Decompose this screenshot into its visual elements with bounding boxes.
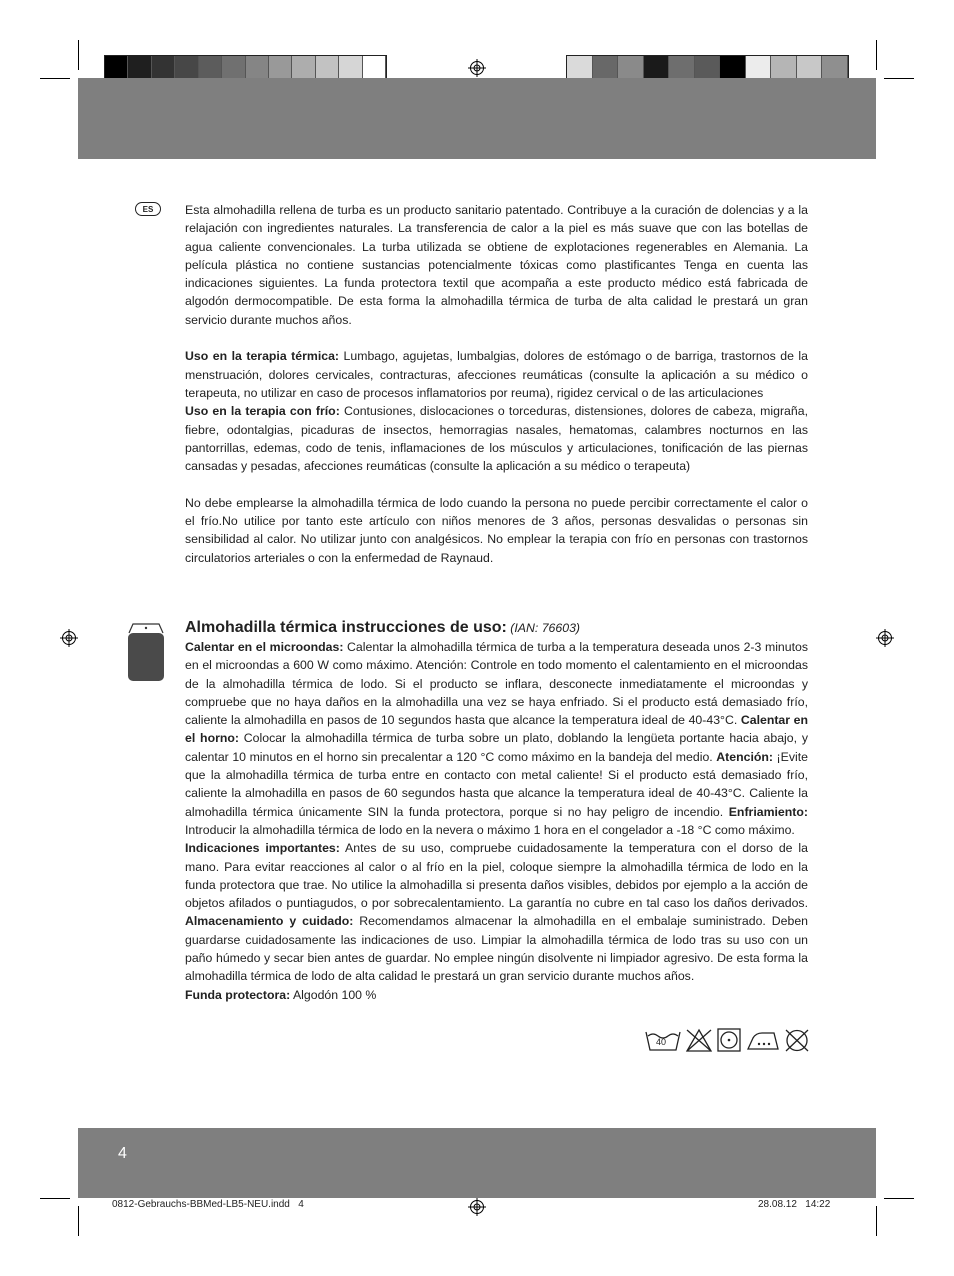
- instructions-section: [185, 618, 808, 1004]
- cover-label: Funda protectora:: [185, 987, 291, 1002]
- attention-text: ¡Evite que la almohadilla térmica de turba entre en contacto con metal caliente! Si el producto está demasiado frío, caliente la almohadilla en pasos de 60 segundos hasta que alcance la temperatura ideal de 40-43°C. Caliente la almohadilla térmica únicamente SIN la funda protectora, porque si no hay peligro de incendio.: [185, 749, 808, 819]
- color-swatch: [669, 56, 695, 80]
- color-swatch: [644, 56, 670, 80]
- header-band: [78, 78, 876, 159]
- crop-mark: [40, 78, 70, 79]
- cover-text: Algodón 100 %: [290, 987, 377, 1002]
- wash-temperature: 40: [656, 1037, 667, 1047]
- cold-therapy-text: Contusiones, dislocaciones o torceduras, distensiones, dolores de cabeza, migraña, fiebre, odontalgias, picaduras de insectos, hemorragias nasales, hematomas, calambres nocturnos en las pantorrillas, edemas, codo de tenis, inflamaciones de los músculos y articulaciones, tonificación de las piernas cansadas y pesadas, afecciones reumáticas (consulte la aplicación a su médico o terapeuta): [185, 404, 808, 474]
- footer-filename: 0812-Gebrauchs-BBMed-LB5-NEU.indd 4: [112, 1199, 304, 1210]
- color-swatch: [822, 56, 848, 80]
- ian-number: (IAN: 76603): [510, 621, 580, 635]
- instructions-heading: [185, 618, 808, 638]
- color-swatch: [720, 56, 746, 80]
- color-swatch: [105, 56, 128, 80]
- color-swatch: [618, 56, 644, 80]
- microwave-label: Calentar en el microondas:: [185, 640, 344, 654]
- crop-mark: [78, 40, 79, 70]
- heating-paragraph: [185, 638, 808, 839]
- crop-mark: [884, 1198, 914, 1199]
- heat-pad-icon: [127, 621, 165, 683]
- cooling-label: Enfriamiento:: [728, 804, 808, 819]
- crop-mark: [40, 1198, 70, 1199]
- crop-mark: [876, 1206, 877, 1236]
- intro-section: [185, 201, 808, 567]
- color-swatch: [593, 56, 619, 80]
- cold-therapy-paragraph: [185, 402, 808, 475]
- color-swatch: [175, 56, 198, 80]
- care-symbols: [645, 1028, 810, 1053]
- color-swatch: [269, 56, 292, 80]
- heat-therapy-label: Uso en la terapia térmica:: [185, 349, 340, 364]
- important-paragraph: [185, 839, 808, 985]
- color-swatch: [292, 56, 315, 80]
- cover-paragraph: [185, 986, 808, 1004]
- important-label: Indicaciones importantes:: [185, 841, 340, 856]
- tumble-dry-icon: [717, 1028, 742, 1053]
- color-swatch: [222, 56, 245, 80]
- attention-label: Atención:: [716, 749, 773, 764]
- oven-label: Calentar en el horno:: [185, 713, 808, 746]
- no-dry-clean-icon: [784, 1028, 810, 1053]
- color-swatch: [695, 56, 721, 80]
- color-swatch: [199, 56, 222, 80]
- color-swatch: [797, 56, 823, 80]
- color-swatch: [128, 56, 151, 80]
- warning-paragraph: No debe emplearse la almohadilla térmica de lodo cuando la persona no puede percibir correctamente el calor o el frío.No utilice por tanto este artículo con niños menores de 3 años, personas desvalidas o personas sin sensibilidad al calor. No utilizar junto con analgésicos. No emplear la terapia con frío en personas con trastornos circulatorios arteriales o con la enfermedad de Raynaud.: [185, 495, 808, 565]
- color-swatch: [567, 56, 593, 80]
- footer-band: [78, 1128, 876, 1198]
- no-bleach-icon: [685, 1028, 713, 1053]
- registration-mark-icon: [60, 629, 78, 647]
- oven-text: Colocar la almohadilla térmica de turba sobre un plato, doblando la lengüeta portante hacia abajo, y calentar 10 minutos en el horno sin precalentar a 120 °C como máximo en la bandeja del medio.: [185, 731, 808, 764]
- important-text: Antes de su uso, compruebe cuidadosamente la temperatura con el dorso de la mano. Para evitar reacciones al calor o al frío en la piel, coloque siempre la almohadilla térmica de lodo en la funda protectora que trae. No utilice la almohadilla si presenta daños visibles, debidos por ejemplo a la acción de objetos afilados o puntiagudos, o por sobrecalentamiento. La garantía no cubre en tal caso los daños derivados.: [185, 841, 808, 911]
- page-number: 4: [118, 1145, 127, 1162]
- storage-text: Recomendamos almacenar la almohadilla en el embalaje suministrado. Deben guardarse cuidadosamente las indicaciones de uso. Limpiar la almohadilla térmica de lodo tras su uso con un paño húmedo y secar bien antes de guardar. No emplee ningún disolvente ni limpiador agresivo. De esta forma la almohadilla térmica de lodo de alta calidad le prestará un gran servicio durante muchos años.: [185, 914, 809, 984]
- cooling-text: Introducir la almohadilla térmica de lodo en la nevera o máximo 1 hora en el congelador a -18 °C como máximo.: [185, 822, 795, 837]
- heat-therapy-paragraph: [185, 347, 808, 402]
- language-badge: ES: [135, 202, 161, 216]
- color-swatch: [152, 56, 175, 80]
- footer-timestamp: 28.08.12 14:22: [758, 1199, 831, 1210]
- crop-mark: [884, 78, 914, 79]
- registration-mark-icon: [468, 59, 486, 77]
- color-swatch: [339, 56, 362, 80]
- intro-paragraph: Esta almohadilla rellena de turba es un producto sanitario patentado. Contribuye a la curación de dolencias y a la relajación con ingredientes naturales. La transferencia de calor a la piel es más suave que con las botellas de agua caliente convencionales. La turba utilizada se obtiene de explotaciones regenerables en Alemania. La película plástica no contiene sustancias potencialmente tóxicas como plastificantes Tenga en cuenta las indicaciones siguientes. La funda protectora textil que acompaña a este producto médico está fabricada de algodón dermocompatible. De esta forma la almohadilla térmica de turba de alta calidad le prestará un gran servicio durante muchos años.: [185, 203, 808, 327]
- storage-label: Almacenamiento y cuidado:: [185, 914, 354, 929]
- color-swatch: [246, 56, 269, 80]
- color-swatch: [316, 56, 339, 80]
- registration-mark-icon: [876, 629, 894, 647]
- crop-mark: [876, 40, 877, 70]
- heat-therapy-text: Lumbago, agujetas, lumbalgias, dolores de estómago o de barriga, trastornos de la menstruación, dolores cervicales, contracturas, afecciones reumáticas (consulte la aplicación a su médico o terapeuta, no utilizar en caso de procesos inflamatorios por reuma), rigidez cervical o de las articulaciones: [185, 349, 808, 400]
- color-swatch: [771, 56, 797, 80]
- crop-mark: [78, 1206, 79, 1236]
- microwave-text: Calentar la almohadilla térmica de turba a la temperatura deseada unos 2-3 minutos en el microondas a 600 W como máximo. Atención: Controle en todo momento el calentamiento en el microondas de la almohadilla térmica de lodo. Si el producto se inflara, desconecte inmediatamente el microondas y compruebe que no haya daños en la almohadilla una vez se haya enfriado. Si el producto está demasiado frío, caliente la almohadilla en pasos de 10 segundos hasta que alcance la temperatura ideal de 40-43°C.: [185, 640, 809, 728]
- iron-icon: [746, 1028, 780, 1053]
- instructions-title: Almohadilla térmica instrucciones de uso:: [185, 619, 507, 636]
- cold-therapy-label: Uso en la terapia con frío:: [185, 404, 340, 419]
- color-swatch: [746, 56, 772, 80]
- color-swatch: [363, 56, 386, 80]
- registration-mark-icon: [468, 1198, 486, 1216]
